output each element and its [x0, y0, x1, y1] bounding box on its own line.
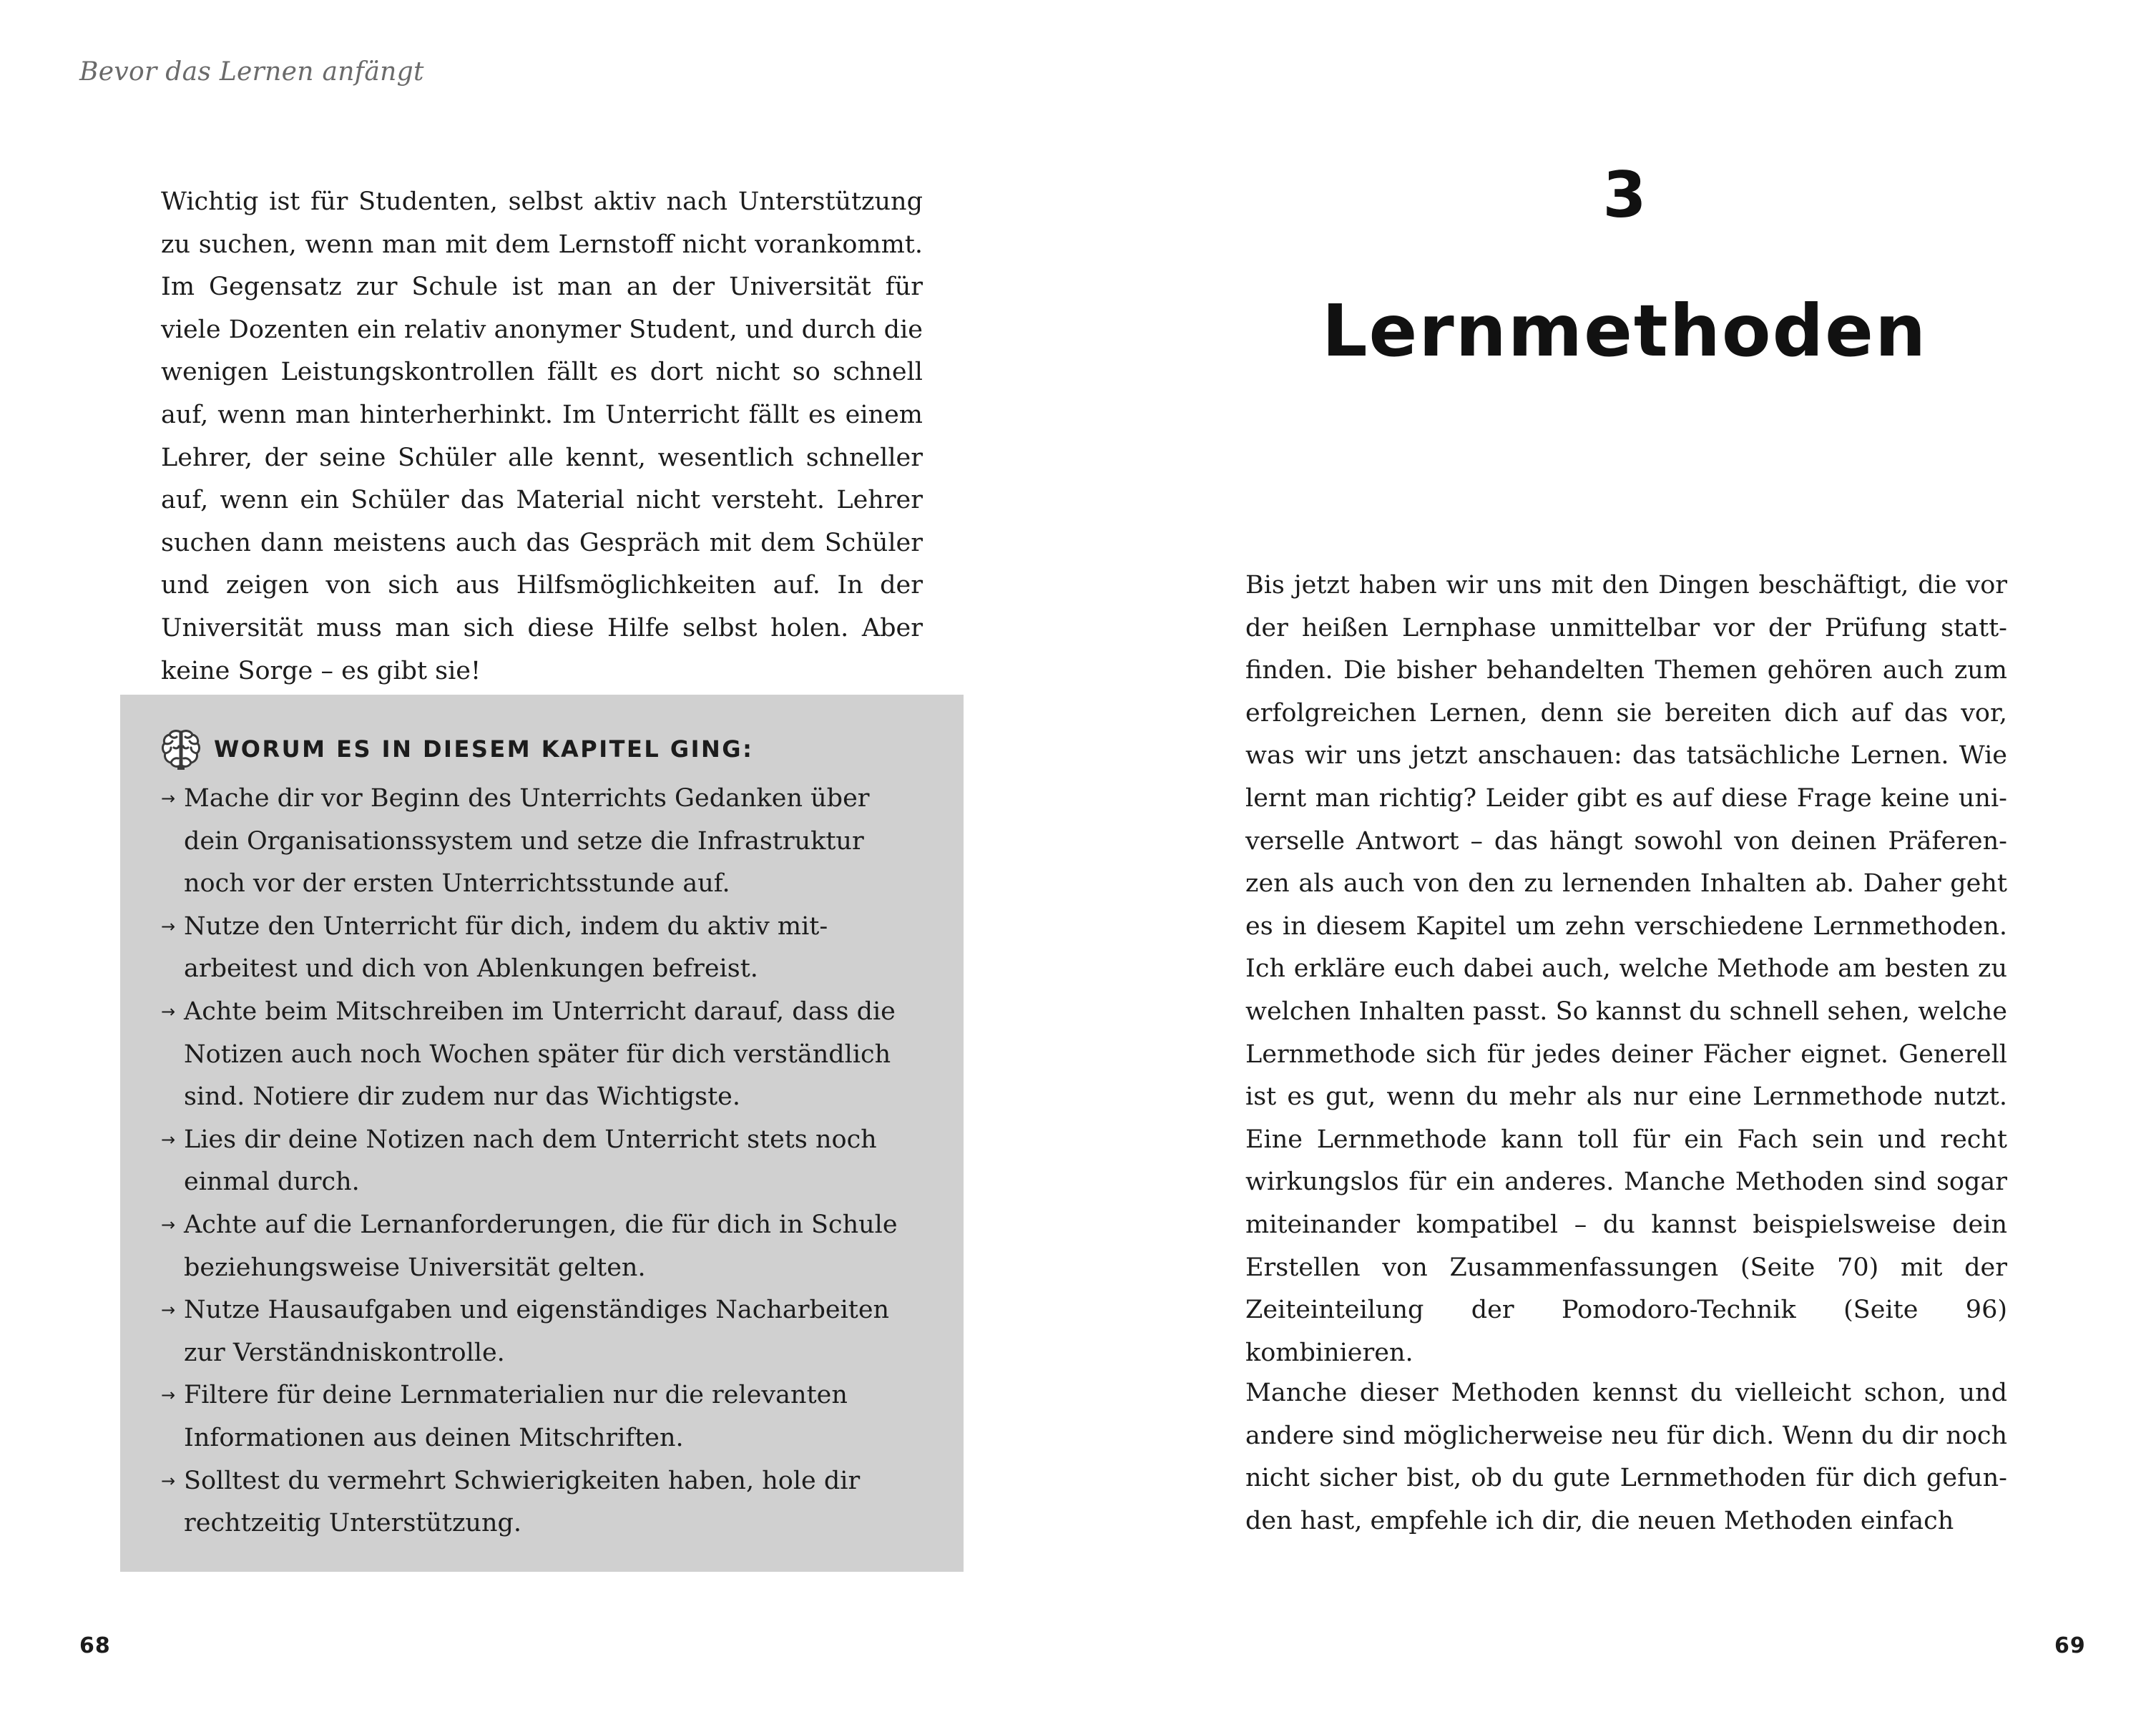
arrow-right-icon: → — [161, 1470, 176, 1491]
summary-list-item — [161, 778, 919, 906]
left-page-paragraph: Wichtig ist für Studenten, selbst aktiv nach Unterstützung zu suchen, wenn man mit dem Lernstoff nicht vorankommt. Im Gegensatz zur Schule ist man an der Universität für viele Dozenten ein relativ anonymer Student, und durch die wenigen Leistungskontrollen fällt es dort nicht so schnell auf, wenn man hinterherhinkt. Im Unterricht fällt es einem Lehrer, der seine Schüler alle kennt, wesentlich schneller auf, wenn ein Schüler das Material nicht versteht. Lehrer suchen dann meistens auch das Gespräch mit dem Schüler und zeigen von sich aus Hilfsmöglichkeiten auf. In der Universität muss man sich diese Hilfe selbst holen. Aber keine Sorge – es gibt sie! — [161, 187, 923, 685]
arrow-right-icon: → — [161, 788, 176, 808]
summary-item-text: Mache dir vor Beginn des Unterrichts Gedanken über dein Organisationssystem und setze die Infrastruktur noch vor der ersten Unterrichtsstunde auf. — [184, 784, 870, 899]
summary-item-text: Filtere für deine Lernmaterialien nur die relevanten Informationen aus deinen Mitschriften. — [184, 1381, 848, 1452]
summary-item-text: Lies dir deine Notizen nach dem Unterricht stets noch einmal durch. — [184, 1125, 877, 1197]
summary-list-item — [161, 991, 919, 1119]
summary-item-text: Solltest du vermehrt Schwierigkeiten haben, hole dir rechtzeitig Unterstützung. — [184, 1466, 861, 1538]
summary-title — [161, 728, 753, 771]
page-number-left: 68 — [79, 1633, 111, 1658]
summary-item-text: Nutze Hausaufgaben und eigenständiges Nacharbeiten zur Verständniskontrolle. — [184, 1296, 890, 1367]
arrow-right-icon: → — [161, 1300, 176, 1321]
summary-item-text: Achte auf die Lernanforderungen, die für dich in Schule beziehungsweise Universität gelten. — [184, 1210, 898, 1282]
arrow-right-icon: → — [161, 1129, 176, 1150]
chapter-summary-box — [120, 695, 964, 1572]
summary-list-item — [161, 1119, 919, 1204]
page-number-right: 69 — [2054, 1633, 2086, 1658]
summary-list-item — [161, 1289, 919, 1374]
summary-list-item — [161, 1204, 919, 1289]
chapter-title: Lernmethoden — [1321, 289, 1928, 373]
arrow-right-icon: → — [161, 1385, 176, 1406]
summary-item-text: Achte beim Mitschreiben im Unterricht darauf, dass die Notizen auch noch Wochen später für dich verständlich sind. Notiere dir zudem nur das Wichtigste. — [184, 997, 896, 1112]
brain-icon — [161, 728, 201, 771]
summary-item-text: Nutze den Unterricht für dich, indem du aktiv mitarbeitest und dich von Ablenkungen befreist. — [184, 911, 828, 984]
arrow-right-icon: → — [161, 916, 176, 936]
summary-list-item — [161, 1374, 919, 1459]
running-head: Bevor das Lernen anfängt — [79, 57, 424, 87]
summary-list-item — [161, 906, 919, 991]
right-page-paragraph-1: Bis jetzt haben wir uns mit den Dingen beschäftigt, die vor der heißen Lernphase unmittelbar vor der Prüfung stattfinden. Die bisher behandelten Themen gehören auch zum erfolgreichen Lernen, denn sie bereiten dich auf das vor, was wir uns jetzt anschauen: das tatsächliche Lernen. Wie lernt man richtig? Leider gibt es auf diese Frage keine universelle Antwort – das hängt sowohl von deinen Präferenzen als auch von den zu lernenden Inhalten ab. Daher geht es in diesem Kapitel um zehn verschiedene Lernmethoden. Ich erkläre euch dabei auch, welche Methode am besten zu welchen Inhalten passt. So kannst du schnell sehen, welche Lernmethode sich für jedes deiner Fächer eignet. Generell ist es gut, wenn du mehr als nur eine Lernmethode nutzt. Eine Lernmethode kann toll für ein Fach sein und recht wirkungslos für ein anderes. Manche Methoden sind sogar miteinander kompatibel – du kannst beispielsweise dein Erstellen von Zusammenfassungen (Seite 70) mit der Zeiteinteilung der Pomodoro-Technik (Seite 96) kombinieren. — [1245, 571, 2007, 1367]
arrow-right-icon: → — [161, 1214, 176, 1235]
summary-heading: WORUM ES IN DIESEM KAPITEL GING: — [214, 735, 754, 763]
right-page-paragraph-2: Manche dieser Methoden kennst du vielleicht schon, und andere sind möglicherweise neu für dich. Wenn du dir noch nicht sicher bist, ob du gute Lernmethoden für dich gefunden hast, empfehle ich dir, die neuen Methoden einfach — [1245, 1379, 2007, 1535]
summary-list — [161, 778, 919, 1545]
chapter-number: 3 — [1602, 158, 1647, 232]
arrow-right-icon: → — [161, 1001, 176, 1022]
summary-list-item — [161, 1460, 919, 1545]
